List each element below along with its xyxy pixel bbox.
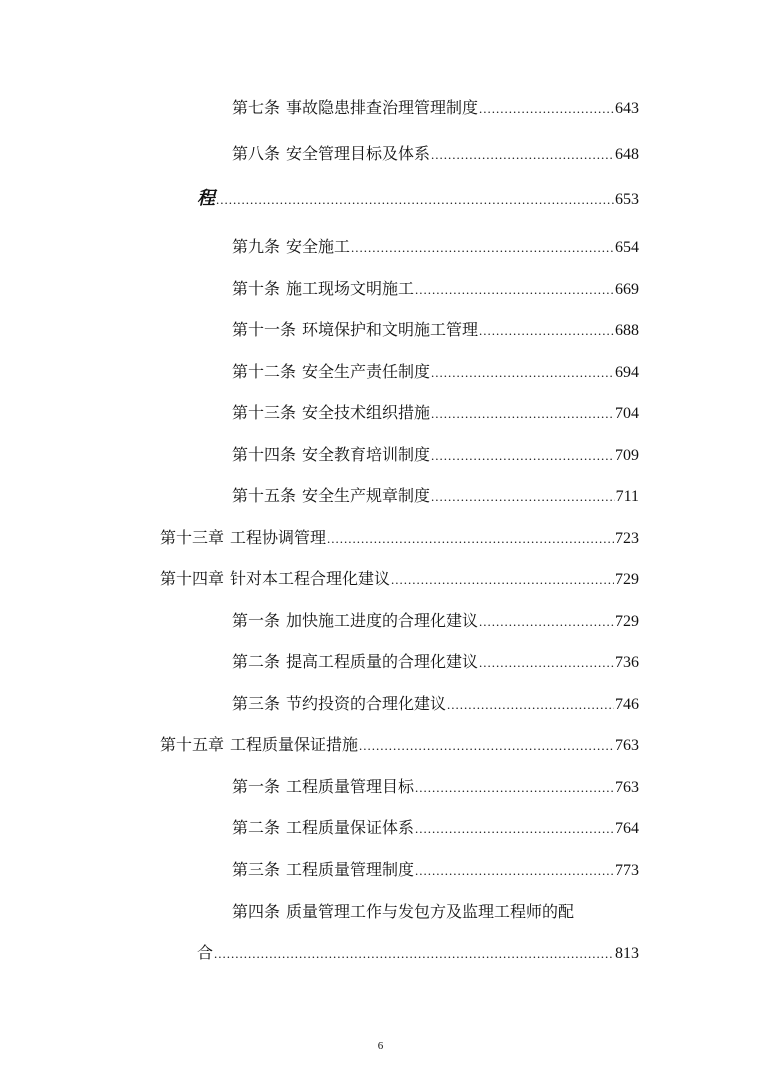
- toc-entry-title: [197, 942, 213, 964]
- toc-page-number: 654: [615, 239, 639, 256]
- toc-entry-number: 第十四章: [160, 569, 225, 588]
- toc-page-number: 764: [615, 820, 639, 837]
- toc-entry-number: 第十条: [232, 279, 281, 298]
- toc-entry[interactable]: [232, 97, 639, 120]
- toc-entry-title: [232, 143, 430, 165]
- toc-entry-number: 第十二条: [232, 362, 297, 381]
- toc-entry-text: 安全技术组织措施: [302, 403, 431, 422]
- toc-entry-number: 第二条: [232, 652, 281, 671]
- toc-entry[interactable]: [197, 188, 639, 211]
- toc-entry-number: 第十五章: [160, 735, 225, 754]
- toc-leader-dots: [479, 98, 614, 120]
- toc-leader-dots: [431, 445, 614, 467]
- toc-entry[interactable]: [232, 610, 639, 633]
- toc-leader-dots: [216, 189, 614, 211]
- toc-entry-text: 安全施工: [286, 237, 351, 256]
- toc-entry-number: 第四条: [232, 902, 281, 921]
- toc-entry-number: 第十一条: [232, 320, 297, 339]
- toc-entry-text: 质量管理工作与发包方及监理工程师的配: [286, 902, 575, 921]
- toc-entry-text: 加快施工进度的合理化建议: [286, 611, 479, 630]
- toc-entry[interactable]: [232, 444, 639, 467]
- toc-entry-title: [232, 651, 478, 673]
- toc-leader-dots: [391, 569, 614, 591]
- toc-page-number: 694: [615, 364, 639, 381]
- toc-page-number: 643: [615, 100, 639, 117]
- toc-page-number: 736: [615, 654, 639, 671]
- toc-entry-title: [232, 776, 414, 798]
- toc-page-number: 813: [615, 945, 639, 962]
- toc-entry[interactable]: [232, 361, 639, 384]
- toc-entry-title: [232, 444, 430, 466]
- toc-leader-dots: [214, 943, 614, 965]
- toc-page-number: 746: [615, 696, 639, 713]
- toc-entry-title: [160, 527, 326, 549]
- toc-entry-title: [232, 402, 430, 424]
- toc-leader-dots: [415, 818, 614, 840]
- toc-entry[interactable]: [197, 942, 639, 965]
- toc-leader-dots: [415, 777, 614, 799]
- toc-entry-text: 合: [197, 943, 214, 962]
- toc-entry-number: 第八条: [232, 144, 281, 163]
- toc-entry-title: [232, 236, 350, 258]
- toc-entry[interactable]: [232, 901, 574, 923]
- toc-entry-text: 工程质量保证体系: [286, 818, 415, 837]
- toc-page-number: 704: [615, 405, 639, 422]
- toc-leader-dots: [359, 735, 614, 757]
- toc-page-number: 763: [615, 779, 639, 796]
- toc-entry[interactable]: [232, 817, 639, 840]
- toc-entry[interactable]: [232, 278, 639, 301]
- toc-entry-text: 安全管理目标及体系: [286, 144, 431, 163]
- toc-entry[interactable]: [232, 693, 639, 716]
- toc-page-number: 763: [615, 737, 639, 754]
- toc-entry-number: 第十三条: [232, 403, 297, 422]
- toc-leader-dots: [479, 652, 614, 674]
- toc-entry-title: [232, 97, 478, 119]
- toc-entry-number: 第三条: [232, 694, 281, 713]
- toc-entry-title: [160, 568, 390, 590]
- toc-entry-text: 程: [197, 188, 215, 209]
- toc-page-number: 729: [615, 571, 639, 588]
- toc-leader-dots: [431, 486, 615, 508]
- toc-entry-number: 第十三章: [160, 528, 225, 547]
- toc-entry-number: 第九条: [232, 237, 281, 256]
- toc-entry-text: 工程质量管理目标: [286, 777, 415, 796]
- toc-entry[interactable]: [232, 143, 639, 166]
- toc-leader-dots: [327, 528, 614, 550]
- toc-entry-title: [232, 278, 414, 300]
- toc-entry-text: 工程质量管理制度: [286, 860, 415, 879]
- toc-entry-text: 节约投资的合理化建议: [286, 694, 447, 713]
- toc-leader-dots: [447, 694, 614, 716]
- toc-page-number: 711: [615, 488, 639, 505]
- toc-entry[interactable]: [232, 236, 639, 259]
- toc-page-number: 688: [615, 322, 639, 339]
- toc-entry-title: [232, 485, 430, 507]
- toc-entry[interactable]: [232, 402, 639, 425]
- page-number: 6: [377, 1040, 384, 1052]
- toc-entry-title: [160, 734, 358, 756]
- toc-entry-title: [232, 693, 446, 715]
- toc-entry-number: 第二条: [232, 818, 281, 837]
- toc-entry-number: 第十五条: [232, 486, 297, 505]
- toc-entry[interactable]: [232, 776, 639, 799]
- toc-entry[interactable]: [232, 319, 639, 342]
- toc-entry-title: [197, 188, 215, 210]
- toc-entry-number: 第一条: [232, 777, 281, 796]
- toc-entry-text: 事故隐患排查治理管理制度: [286, 98, 479, 117]
- toc-page-number: 729: [615, 613, 639, 630]
- toc-leader-dots: [431, 144, 614, 166]
- toc-page-number: 669: [615, 281, 639, 298]
- toc-entry[interactable]: [232, 485, 639, 508]
- toc-entry-title: [232, 859, 414, 881]
- toc-leader-dots: [415, 860, 614, 882]
- toc-entry-number: 第十四条: [232, 445, 297, 464]
- toc-entry-text: 安全生产责任制度: [302, 362, 431, 381]
- toc-entry-text: 安全教育培训制度: [302, 445, 431, 464]
- toc-leader-dots: [431, 362, 614, 384]
- toc-entry-text: 施工现场文明施工: [286, 279, 415, 298]
- toc-entry[interactable]: [160, 568, 639, 591]
- toc-page-number: 723: [615, 530, 639, 547]
- toc-entry-text: 安全生产规章制度: [302, 486, 431, 505]
- toc-entry[interactable]: [232, 651, 639, 674]
- toc-entry-text: 工程协调管理: [230, 528, 327, 547]
- toc-entry-text: 工程质量保证措施: [230, 735, 359, 754]
- toc-entry[interactable]: [160, 527, 639, 550]
- toc-page-number: 648: [615, 146, 639, 163]
- toc-entry[interactable]: [232, 859, 639, 882]
- toc-leader-dots: [351, 237, 614, 259]
- toc-page-number: 709: [615, 447, 639, 464]
- toc-entry-number: 第七条: [232, 98, 281, 117]
- toc-leader-dots: [479, 320, 614, 342]
- toc-entry-text: 针对本工程合理化建议: [230, 569, 391, 588]
- toc-entry-text: 环境保护和文明施工管理: [302, 320, 479, 339]
- toc-entry-title: [232, 817, 414, 839]
- toc-entry-number: 第一条: [232, 611, 281, 630]
- toc-entry-title: [232, 361, 430, 383]
- toc-entry-title: [232, 610, 478, 632]
- toc-entry-title: [232, 319, 478, 341]
- toc-leader-dots: [415, 279, 614, 301]
- toc-entry[interactable]: [160, 734, 639, 757]
- toc-leader-dots: [431, 403, 614, 425]
- toc-page-number: 653: [615, 191, 639, 208]
- toc-page-number: 773: [615, 862, 639, 879]
- toc-entry-number: 第三条: [232, 860, 281, 879]
- toc-entry-text: 提高工程质量的合理化建议: [286, 652, 479, 671]
- toc-leader-dots: [479, 611, 614, 633]
